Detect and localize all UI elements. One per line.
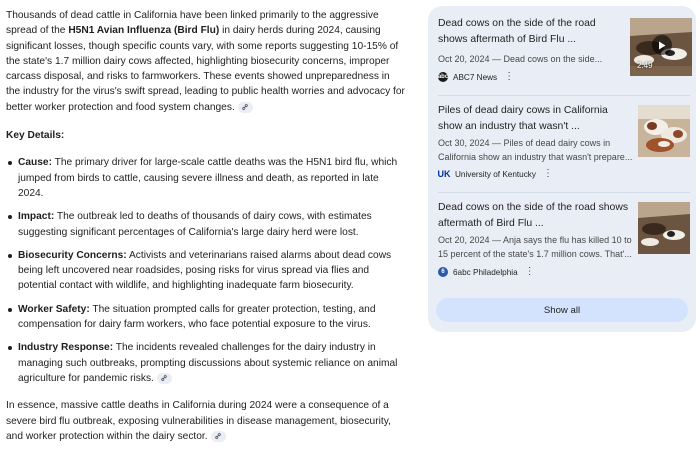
article-thumbnail[interactable] bbox=[638, 105, 690, 157]
sources-panel bbox=[428, 6, 696, 332]
more-options-icon[interactable]: ⋮ bbox=[543, 168, 553, 179]
key-details-list bbox=[6, 155, 406, 386]
source-card[interactable] bbox=[438, 16, 690, 92]
link-icon[interactable] bbox=[238, 102, 253, 113]
answer-intro bbox=[6, 8, 406, 115]
intro-bold-term: H5N1 Avian Influenza (Bird Flu) bbox=[68, 25, 220, 37]
detail-text: The outbreak led to deaths of thousands of dairy cows, with estimates suggesting significant percentages of California's large dairy herd were lost. bbox=[18, 211, 372, 238]
ai-answer bbox=[6, 8, 406, 457]
detail-label: Worker Safety: bbox=[18, 303, 90, 315]
source-card-title[interactable]: Dead cows on the side of the road shows aftermath of Bird Flu ... bbox=[438, 18, 596, 45]
detail-industry-response bbox=[6, 340, 406, 386]
source-name: 6abc Philadelphia bbox=[453, 267, 518, 277]
source-card-title[interactable]: Piles of dead dairy cows in California show an industry that wasn't ... bbox=[438, 105, 608, 132]
detail-text: The primary driver for large-scale cattle deaths was the H5N1 bird flu, which jumped from birds to cattle, causing severe illness and death, as reported in late 2024. bbox=[18, 157, 398, 199]
detail-cause bbox=[6, 155, 406, 201]
key-details-heading: Key Details: bbox=[6, 130, 65, 142]
source-card[interactable] bbox=[438, 103, 690, 185]
more-options-icon[interactable]: ⋮ bbox=[504, 71, 515, 82]
detail-text: The situation prompted calls for greater protection, testing, and compensation for dairy farm workers, who face potential exposure to the virus. bbox=[18, 303, 376, 331]
detail-text: Activists and veterinarians raised alarms about dead cows being left uncovered near roadsides, posing risks for virus spread via flies and potential contact with wildlife, and highlighting inadequate farm biosecurity. bbox=[18, 249, 392, 292]
play-icon[interactable] bbox=[652, 35, 672, 55]
detail-text: The incidents revealed challenges for the dairy industry in managing such outbreaks, prompting discussions about systemic reliance on animal agriculture for pandemic risks. bbox=[18, 342, 398, 384]
more-options-icon[interactable]: ⋮ bbox=[524, 266, 535, 277]
detail-worker-safety bbox=[6, 302, 406, 333]
intro-text-start: Thousands of dead cattle in California have been linked primarily to the aggressive spread of the bbox=[6, 10, 379, 37]
university-of-kentucky-logo-icon: UK bbox=[437, 169, 451, 179]
conclusion-text: In essence, massive cattle deaths in California during 2024 were a consequence of a severe bird flu outbreak, exposing vulnerabilities in disease management, biosecurity, and worker protection within the dairy sector. bbox=[6, 400, 391, 442]
answer-conclusion bbox=[6, 398, 406, 444]
detail-biosecurity bbox=[6, 248, 406, 294]
video-thumbnail[interactable] bbox=[630, 18, 692, 76]
intro-text-end: in dairy herds during 2024, causing significant losses, though specific counts vary, with some reports suggesting 10-15% of the state's 1.7 million dairy cows affected, highlighting biosecurity concerns, improper carcass disposal, and risks to farmworkers. These events showed unpreparedness in the industry for the virus's swift spread, leading to public health worries and advocacy for better worker protection and food system changes. bbox=[6, 25, 405, 113]
detail-impact bbox=[6, 209, 406, 240]
detail-label: Biosecurity Concerns: bbox=[18, 249, 127, 261]
6abc-logo-icon: 6 bbox=[438, 267, 448, 277]
divider bbox=[438, 95, 690, 96]
detail-label: Industry Response: bbox=[18, 342, 114, 354]
article-thumbnail[interactable] bbox=[638, 202, 690, 254]
detail-label: Impact: bbox=[18, 211, 55, 223]
source-card-snippet: Oct 20, 2024 — Dead cows on the side... bbox=[438, 54, 603, 64]
source-name: University of Kentucky bbox=[455, 169, 536, 179]
show-all-button[interactable]: Show all bbox=[436, 298, 688, 322]
video-duration: 2:49 bbox=[637, 61, 653, 70]
source-card-title[interactable]: Dead cows on the side of the road shows aftermath of Bird Flu ... bbox=[438, 202, 629, 229]
source-name: ABC7 News bbox=[453, 72, 498, 82]
source-card-source bbox=[438, 72, 514, 82]
link-icon[interactable] bbox=[157, 373, 172, 384]
source-card-snippet: Oct 30, 2024 — Piles of dead dairy cows in California show an industry that wasn't prepare... bbox=[438, 138, 633, 162]
abc7-logo-icon: abc bbox=[437, 74, 449, 80]
source-card-snippet: Oct 20, 2024 — Anja says the flu has killed 10 to 15 percent of the state's 1.7 million cows. That'... bbox=[438, 235, 632, 259]
source-card-source bbox=[438, 267, 535, 277]
source-card[interactable] bbox=[438, 200, 690, 282]
link-icon[interactable] bbox=[211, 431, 226, 442]
divider bbox=[438, 192, 690, 193]
detail-label: Cause: bbox=[18, 157, 52, 169]
source-card-source bbox=[438, 169, 553, 179]
